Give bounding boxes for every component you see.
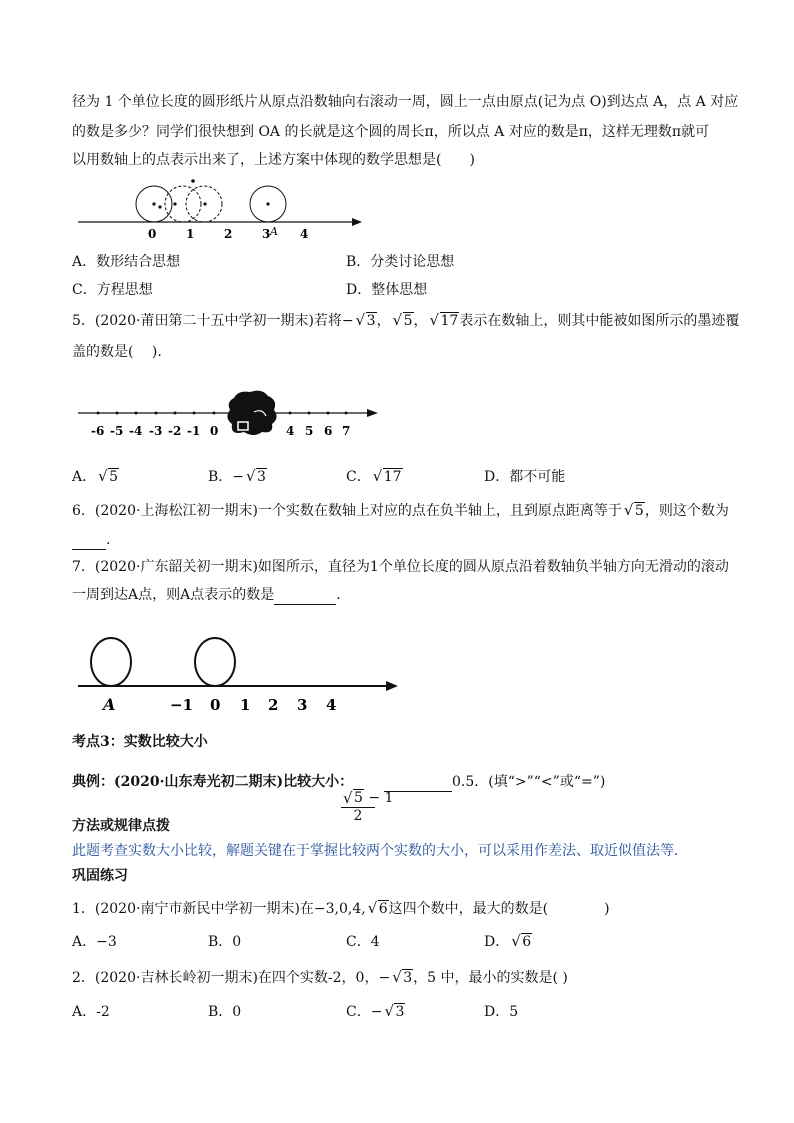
q7-tick-4: 4	[326, 696, 337, 714]
q7-answer-blank[interactable]	[274, 590, 336, 605]
intro-line-3: 以用数轴上的点表示出来了，上述方案中体现的数学思想是( )	[72, 152, 475, 168]
q4-option-a[interactable]: A．数形结合思想	[72, 254, 181, 270]
q6-root-5: √ 5	[624, 501, 645, 521]
q5-tick-n3: -3	[149, 424, 163, 438]
intro-line-2: 的数是多少？同学们很快想到 OA 的长就是这个圆的周长π，所以点 A 对应的数是π，这样无理数π就可	[72, 124, 710, 140]
q5-line-1	[72, 311, 739, 331]
q4-option-c[interactable]: C．方程思想	[72, 282, 153, 298]
ink-blot-number-line	[78, 388, 388, 438]
p1-option-d[interactable]: D．√ 6	[484, 932, 532, 952]
q5-root-3: √ 3	[356, 311, 377, 331]
q4-option-d[interactable]: D．整体思想	[346, 282, 428, 298]
q5-tick-0: 0	[210, 424, 219, 438]
q7-tick-1: 1	[240, 696, 251, 714]
fig1-tick-4: 4	[300, 227, 309, 241]
q5-tick-n5: -5	[110, 424, 124, 438]
q5-tick-5: 5	[305, 424, 314, 438]
fig1-tick-3: 3	[262, 227, 271, 241]
p2-option-b[interactable]: B．0	[208, 1004, 242, 1020]
q5-sep-1: ，	[376, 313, 391, 329]
practice-title: 巩固练习	[72, 868, 128, 884]
p1-option-b[interactable]: B．0	[208, 934, 242, 950]
q5-line-2: 盖的数是( )．	[72, 344, 172, 360]
p1-option-a[interactable]: A．−3	[72, 934, 117, 950]
p1-option-c[interactable]: C．4	[346, 934, 380, 950]
q6-answer-blank[interactable]	[72, 535, 106, 550]
section-3-title: 考点3：实数比较大小	[72, 734, 208, 750]
q7-tick-2: 2	[268, 696, 279, 714]
method-text: 此题考查实数大小比较，解题关键在于掌握比较两个实数的大小，可以采用作差法、取近似值法等．	[72, 843, 688, 859]
q5-neg-sign: −	[341, 313, 354, 329]
q5-stem-start: 5．(2020·莆田第二十五中学初一期末)若将	[72, 313, 342, 329]
fig1-tick-0: 0	[148, 227, 157, 241]
q4-option-b[interactable]: B．分类讨论思想	[346, 254, 455, 270]
p1-root-6: √ 6	[368, 899, 389, 919]
q5-stem-end: 表示在数轴上，则其中能被如图所示的墨迹覆	[459, 313, 740, 329]
q5-root-17: √ 17	[430, 311, 460, 331]
p2-option-c[interactable]: C．−√ 3	[346, 1002, 405, 1022]
rolling-circle-figure	[78, 172, 368, 244]
fig1-tick-1: 1	[186, 227, 195, 241]
ink-blot	[227, 391, 276, 435]
q7-line-1: 7．(2020·广东韶关初一期末)如图所示，直径为1个单位长度的圆从原点沿着数轴负半轴方向无滑动的滚动	[72, 559, 729, 575]
q5-tick-n6: -6	[91, 424, 105, 438]
q7-line-2: 一周到达A点，则A点表示的数是 ．	[72, 587, 351, 603]
p2-line: 2．(2020·吉林长岭初一期末)在四个实数-2，0，−√ 3，5 中，最小的实数是( )	[72, 968, 568, 988]
q7-tick-n1: −1	[170, 696, 194, 714]
q5-tick-7: 7	[342, 424, 351, 438]
q5-tick-6: 6	[324, 424, 333, 438]
example-line: 典例：(2020·山东寿光初二期末)比较大小：	[72, 774, 354, 790]
circle-roll-figure	[78, 628, 408, 720]
fig1-label-a: A	[270, 225, 278, 238]
p2-option-d[interactable]: D．5	[484, 1004, 519, 1020]
q5-tick-n4: -4	[129, 424, 143, 438]
example-answer-blank[interactable]	[384, 777, 452, 792]
q7-tick-0: 0	[210, 696, 221, 714]
example-fraction: √ $\frac{5 - 1}{2}$	[341, 790, 375, 824]
q5-sep-2: ，	[413, 313, 428, 329]
q5-option-b[interactable]: B．−√ 3	[208, 467, 267, 487]
intro-line-1: 径为 1 个单位长度的圆形纸片从原点沿数轴向右滚动一周，圆上一点由原点(记为点 O)到达点 A，点 A 对应	[72, 94, 739, 110]
q5-root-5: √ 5	[393, 311, 414, 331]
q5-option-a[interactable]: A．√ 5	[72, 467, 119, 487]
p1-line: 1．(2020·南宁市新民中学初一期末)在−3,0,4,√ 6这四个数中，最大的数是( )	[72, 899, 610, 919]
p2-option-a[interactable]: A．-2	[72, 1004, 110, 1020]
fig1-tick-2: 2	[224, 227, 233, 241]
example-answer: 0.5．(填“>”“<”或“=”)	[384, 772, 605, 792]
q6-line-1: 6．(2020·上海松江初一期末)一个实数在数轴上对应的点在负半轴上，且到原点距离等于√ 5，则这个数为	[72, 501, 729, 521]
p2-root-3: √ 3	[392, 968, 413, 988]
q6-line-2: .	[72, 530, 110, 550]
q5-option-d[interactable]: D．都不可能	[484, 469, 566, 485]
q7-label-a: A	[103, 695, 116, 714]
q7-tick-3: 3	[297, 696, 308, 714]
method-title: 方法或规律点拨	[72, 818, 170, 834]
q5-tick-n2: -2	[168, 424, 182, 438]
q5-tick-n1: -1	[187, 424, 201, 438]
q5-option-c[interactable]: C．√ 17	[346, 467, 403, 487]
q5-tick-4: 4	[286, 424, 295, 438]
